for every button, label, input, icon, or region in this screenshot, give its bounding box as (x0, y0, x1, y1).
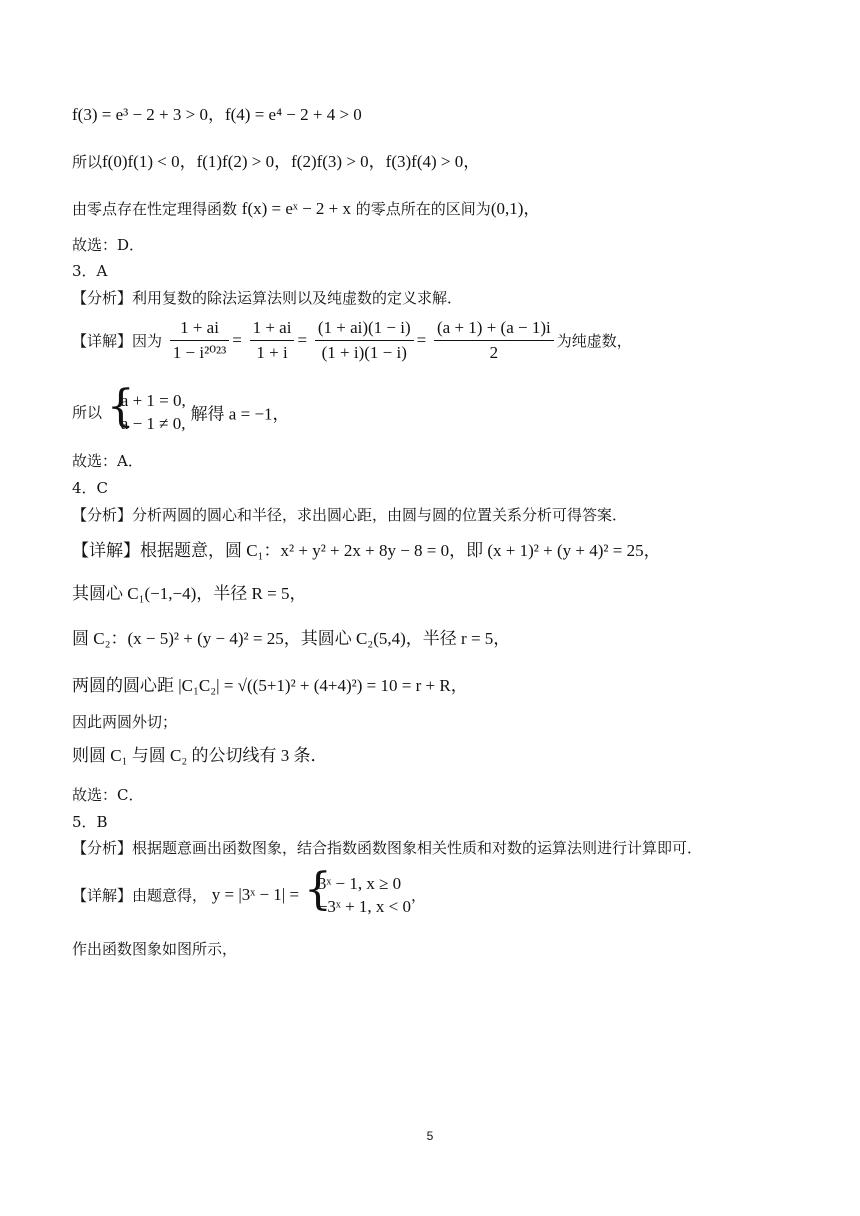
system-row-2: a − 1 ≠ 0, (120, 414, 186, 433)
left-brace-icon: { (106, 381, 135, 432)
left-brace-icon: { (303, 864, 332, 915)
frac1-denominator: 1 − i²⁰²³ (172, 343, 227, 362)
q4-analysis: 【分析】分析两圆的圆心和半径，求出圆心距，由圆与圆的位置关系分析可得答案． (72, 506, 628, 524)
q3-fraction-3 (315, 318, 414, 363)
q3-detail-prefix: 【详解】因为 (72, 332, 163, 350)
frac3-denominator: (1 + i)(1 − i) (321, 343, 407, 362)
q4-detail: 【详解】根据题意，圆 C₁：x² + y² + 2x + 8y − 8 = 0，即 (x + 1)² + (y + 4)² = 25， (72, 541, 661, 560)
q4-circle2: 圆 C₂：(x − 5)² + (y − 4)² = 25，其圆心 C₂(5,4)，半径 r = 5， (72, 629, 511, 648)
q3-system (72, 381, 290, 435)
q5-graph-note: 作出函数图象如图所示， (72, 940, 238, 958)
frac2-numerator: 1 + ai (250, 318, 295, 341)
line-products (72, 151, 480, 173)
text-interval: 的零点所在的区间为 (355, 200, 491, 218)
text-theorem: 由零点存在性定理得函数 (72, 200, 238, 218)
q3-fraction-2 (250, 318, 295, 363)
q4-distance: 两圆的圆心距 |C₁C₂| = √((5+1)² + (4+4)²) = 10 = r + R， (72, 676, 468, 695)
q5-comma: ， (411, 886, 427, 905)
q5-heading: 5．B (72, 813, 108, 831)
q3-fraction-4 (434, 318, 554, 363)
q4-heading: 4．C (72, 479, 109, 497)
q3-so: 所以 (72, 403, 103, 422)
frac4-numerator: (a + 1) + (a − 1)i (434, 318, 554, 341)
q4-choose: 故选：C． (72, 786, 144, 804)
text-so: 所以 (72, 153, 103, 171)
q3-analysis: 【分析】利用复数的除法运算法则以及纯虚数的定义求解． (72, 289, 463, 307)
q4-common-tangents: 则圆 C₁ 与圆 C₂ 的公切线有 3 条． (72, 746, 328, 765)
math-products: f(0)f(1) < 0，f(1)f(2) > 0，f(2)f(3) > 0，f(3)f(4) > 0， (102, 152, 481, 171)
frac1-numerator: 1 + ai (170, 318, 229, 341)
q5-analysis: 【分析】根据题意画出函数图象，结合指数函数图象相关性质和对数的运算法则进行计算即可． (72, 839, 703, 857)
line-choose-d: 故选：D． (72, 236, 145, 254)
frac4-denominator: 2 (489, 343, 499, 362)
q3-detail: 【详解】因为 $\frac{1 + ai}{\text{1 − i²⁰²³}}$ = $\frac{1 + ai}{1 + i}$ = $\frac{(1 + ai)(1 - i)}{(1 + i)(1 - i)}$ = $\frac{(a + 1) + (a - 1)i}{2}$ 为纯虚数， (72, 318, 632, 362)
q3-fraction-1 (170, 318, 229, 363)
line-zero-theorem (72, 198, 540, 220)
piecewise-case-2: −3ˣ + 1, x < 0 (317, 897, 411, 916)
q5-detail (72, 864, 427, 918)
q3-heading: 3．A (72, 262, 108, 280)
q3-choose: 故选：A． (72, 452, 143, 470)
q4-center1: 其圆心 C₁(−1,−4)，半径 R = 5， (72, 584, 307, 603)
q3-detail-suffix: 为纯虚数， (556, 332, 632, 350)
q5-detail-prefix: 【详解】由题意得， (72, 886, 208, 905)
frac2-denominator: 1 + i (256, 343, 288, 362)
page-number: 5 (426, 1129, 434, 1143)
math-interval: (0,1)， (490, 199, 541, 218)
frac3-numerator: (1 + ai)(1 − i) (315, 318, 414, 341)
q3-solution: 解得 a = −1， (190, 404, 290, 424)
math-fx: f(x) = eˣ − 2 + x (241, 199, 352, 218)
q3-equation-system (106, 381, 186, 435)
line-f3-f4: f(3) = e³ − 2 + 3 > 0，f(4) = e⁴ − 2 + 4 > 0 (72, 105, 362, 124)
piecewise-case-1: 3ˣ − 1, x ≥ 0 (317, 874, 402, 893)
q5-function: y = |3ˣ − 1| = (211, 885, 300, 904)
q4-tangent: 因此两圆外切； (72, 713, 178, 731)
system-row-1: a + 1 = 0, (120, 391, 186, 410)
q5-piecewise (303, 864, 411, 918)
